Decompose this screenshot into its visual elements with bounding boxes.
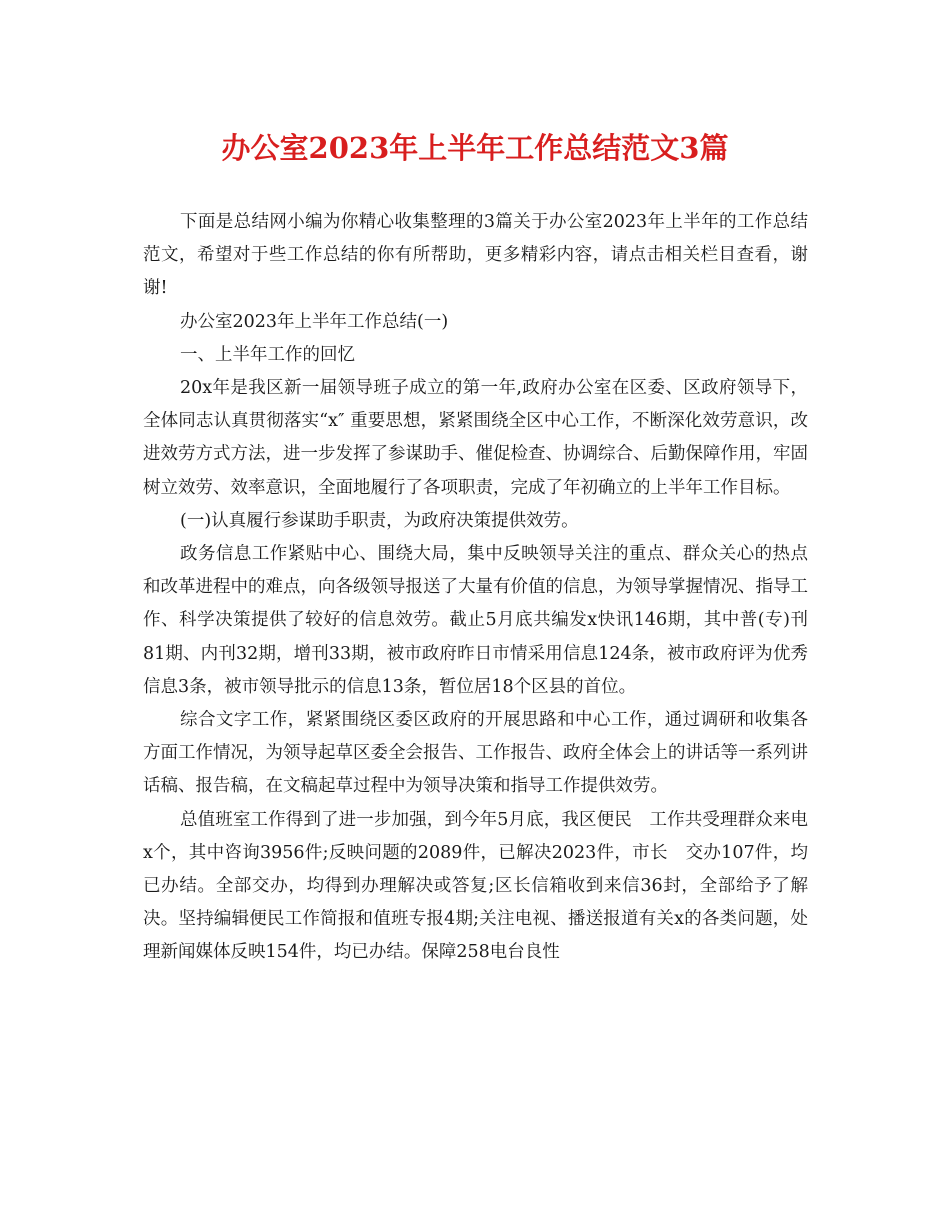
intro-paragraph: 下面是总结网小编为你精心收集整理的3篇关于办公室2023年上半年的工作总结范文，希望对于些工作总结的你有所帮助，更多精彩内容，请点击相关栏目查看，谢谢! xyxy=(143,212,808,299)
item-heading: (一)认真履行参谋助手职责，为政府决策提供效劳。 xyxy=(180,510,579,531)
body-paragraph: 总值班室工作得到了进一步加强，到今年5月底，我区便民 工作共受理群众来电x个，其中咨询3956件;反映问题的2089件，已解决2023件，市长 交办107件，均已办结。全部交办，均得到办理解决或答复;区长信箱收到来信36封，全部给予了解决。坚持编辑便民工作简报和值班专报4期;关注电视、播送报道有关x的各类问题，处理新闻媒体反映154件，均已办结。保障258电台良性 xyxy=(143,809,808,963)
body-paragraph: 20x年是我区新一届领导班子成立的第一年,政府办公室在区委、区政府领导下，全体同志认真贯彻落实“x″ 重要思想，紧紧围绕全区中心工作，不断深化效劳意识，改进效劳方式方法，进一步发挥了参谋助手、催促检查、协调综合、后勤保障作用，牢固树立效劳、效率意识，全面地履行了各项职责，完成了年初确立的上半年工作目标。 xyxy=(143,378,808,498)
body-paragraph: 综合文字工作，紧紧围绕区委区政府的开展思路和中心工作，通过调研和收集各方面工作情况，为领导起草区委全会报告、工作报告、政府全体会上的讲话等一系列讲话稿、报告稿，在文稿起草过程中为领导决策和指导工作提供效劳。 xyxy=(143,710,808,797)
document-title: 办公室2023年上半年工作总结范文3篇 xyxy=(221,131,729,165)
subsection-heading: 一、上半年工作的回忆 xyxy=(180,344,355,365)
body-paragraph: 政务信息工作紧贴中心、围绕大局，集中反映领导关注的重点、群众关心的热点和改革进程中的难点，向各级领导报送了大量有价值的信息，为领导掌握情况、指导工作、科学决策提供了较好的信息效劳。截止5月底共编发x快讯146期，其中普(专)刊81期、内刊32期，增刊33期，被市政府昨日市情采用信息124条，被市政府评为优秀信息3条，被市领导批示的信息13条，暂位居18个区县的首位。 xyxy=(143,544,808,697)
document-body xyxy=(143,206,808,970)
section-heading: 办公室2023年上半年工作总结(一) xyxy=(180,311,449,332)
